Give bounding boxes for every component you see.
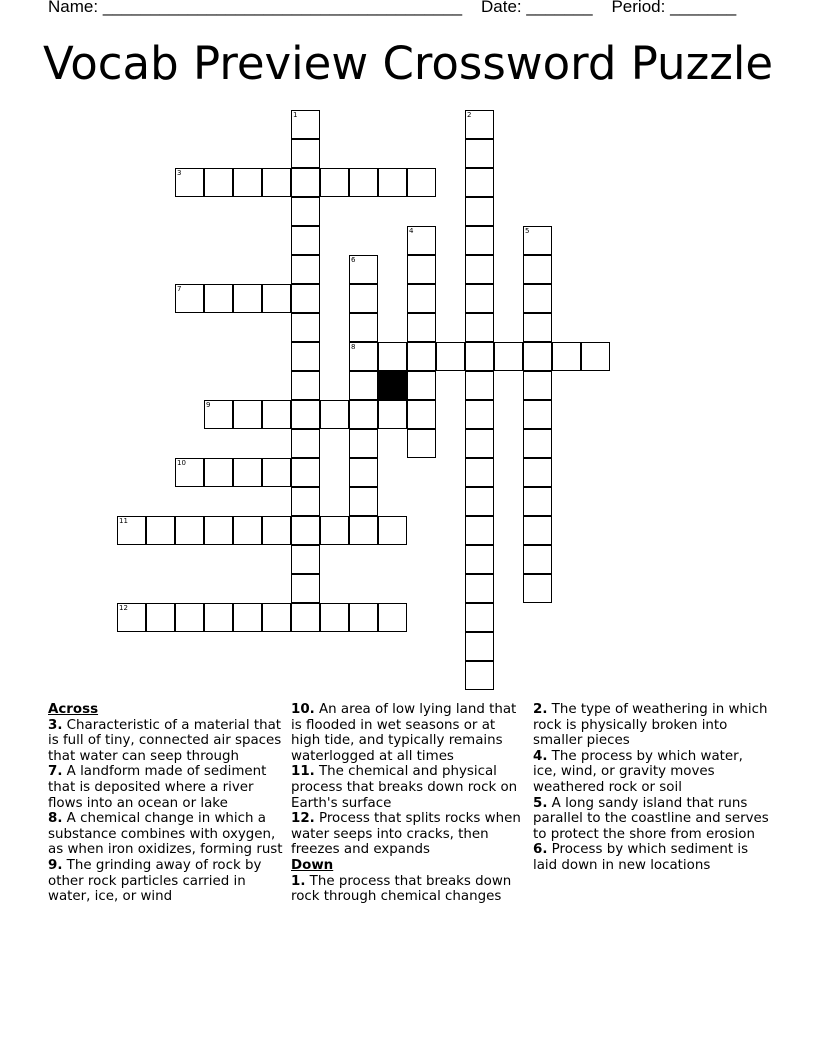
grid-cell[interactable] xyxy=(523,313,552,342)
clue-number: 4. xyxy=(533,748,548,764)
clue-down-2 xyxy=(533,702,769,749)
grid-cell[interactable] xyxy=(291,545,320,574)
grid-cell[interactable] xyxy=(175,168,204,197)
clue-text: A long sandy island that runs parallel to the coastline and serves to protect the shore from erosion xyxy=(533,795,769,842)
grid-cell[interactable] xyxy=(465,255,494,284)
cell-number: 3 xyxy=(177,169,182,177)
name-blank: ______________________________________ xyxy=(102,0,463,16)
clue-number: 6. xyxy=(533,842,548,858)
grid-cell[interactable] xyxy=(465,632,494,661)
cell-number: 2 xyxy=(467,111,472,119)
grid-cell[interactable] xyxy=(204,458,233,487)
grid-cell[interactable] xyxy=(523,487,552,516)
grid-cell[interactable] xyxy=(407,284,436,313)
grid-cell[interactable] xyxy=(175,516,204,545)
grid-cell[interactable] xyxy=(291,197,320,226)
grid-cell[interactable] xyxy=(378,400,407,429)
grid-cell[interactable] xyxy=(465,516,494,545)
grid-cell[interactable] xyxy=(262,284,291,313)
cell-number: 9 xyxy=(206,401,211,409)
grid-cell[interactable] xyxy=(465,400,494,429)
grid-cell[interactable] xyxy=(523,226,552,255)
grid-cell[interactable] xyxy=(204,168,233,197)
clue-number: 9. xyxy=(48,857,63,873)
grid-cell[interactable] xyxy=(291,110,320,139)
grid-cell[interactable] xyxy=(407,168,436,197)
grid-cell[interactable] xyxy=(465,661,494,690)
clue-number: 5. xyxy=(533,795,548,811)
grid-cell[interactable] xyxy=(291,574,320,603)
grid-cell[interactable] xyxy=(204,400,233,429)
grid-cell[interactable] xyxy=(349,458,378,487)
grid-cell[interactable] xyxy=(320,400,349,429)
clue-text: A landform made of sediment that is deposited where a river flows into an ocean or lake xyxy=(48,764,267,811)
cell-number: 11 xyxy=(119,517,128,525)
grid-cell[interactable] xyxy=(465,197,494,226)
cell-number: 6 xyxy=(351,256,356,264)
grid-cell[interactable] xyxy=(436,342,465,371)
clue-across-3 xyxy=(48,718,284,765)
clue-column-1 xyxy=(48,702,284,905)
grid-cell[interactable] xyxy=(291,487,320,516)
clue-across-8 xyxy=(48,811,284,858)
grid-cell[interactable] xyxy=(378,516,407,545)
grid-cell[interactable] xyxy=(204,603,233,632)
date-blank: _______ xyxy=(526,0,593,16)
down-heading: Down xyxy=(291,857,334,873)
grid-cell[interactable] xyxy=(262,168,291,197)
clue-across-12 xyxy=(291,811,527,858)
grid-cell[interactable] xyxy=(523,516,552,545)
cell-number: 4 xyxy=(409,227,414,235)
grid-cell[interactable] xyxy=(117,603,146,632)
cell-number: 10 xyxy=(177,459,186,467)
grid-cell[interactable] xyxy=(291,255,320,284)
clue-across-11 xyxy=(291,764,527,811)
clue-text: Process by which sediment is laid down in new locations xyxy=(533,842,749,873)
grid-cell[interactable] xyxy=(465,429,494,458)
grid-cell[interactable] xyxy=(291,139,320,168)
grid-cell[interactable] xyxy=(523,371,552,400)
clue-text: An area of low lying land that is flooded in wet seasons or at high tide, and typically remains waterlogged at all times xyxy=(291,702,517,764)
grid-cell[interactable] xyxy=(465,371,494,400)
grid-cell[interactable] xyxy=(233,284,262,313)
clue-down-6 xyxy=(533,842,769,873)
across-heading: Across xyxy=(48,702,99,717)
grid-cell[interactable] xyxy=(262,516,291,545)
grid-black-cell xyxy=(378,371,407,400)
grid-cell[interactable] xyxy=(523,284,552,313)
grid-cell[interactable] xyxy=(233,603,262,632)
clue-number: 1. xyxy=(291,873,306,889)
grid-cell[interactable] xyxy=(320,516,349,545)
grid-cell[interactable] xyxy=(523,255,552,284)
grid-cell[interactable] xyxy=(117,516,146,545)
grid-cell[interactable] xyxy=(494,342,523,371)
cell-number: 1 xyxy=(293,111,298,119)
grid-cell[interactable] xyxy=(407,255,436,284)
cell-number: 5 xyxy=(525,227,530,235)
clue-down-1 xyxy=(291,874,527,905)
clue-text: The type of weathering in which rock is physically broken into smaller pieces xyxy=(533,702,768,749)
clue-text: The process by which water, ice, wind, or gravity moves weathered rock or soil xyxy=(533,748,743,795)
clue-number: 7. xyxy=(48,764,63,780)
grid-cell[interactable] xyxy=(291,400,320,429)
clue-down-4 xyxy=(533,749,769,796)
grid-cell[interactable] xyxy=(175,603,204,632)
grid-cell[interactable] xyxy=(465,574,494,603)
grid-cell[interactable] xyxy=(349,371,378,400)
grid-cell[interactable] xyxy=(581,342,610,371)
grid-cell[interactable] xyxy=(523,545,552,574)
clue-number: 11. xyxy=(291,764,315,780)
grid-cell[interactable] xyxy=(349,400,378,429)
grid-cell[interactable] xyxy=(407,313,436,342)
grid-cell[interactable] xyxy=(407,226,436,255)
grid-cell[interactable] xyxy=(465,168,494,197)
grid-cell[interactable] xyxy=(233,168,262,197)
cell-number: 8 xyxy=(351,343,356,351)
period-label: Period: xyxy=(611,0,666,16)
clue-across-7 xyxy=(48,764,284,811)
grid-cell[interactable] xyxy=(465,342,494,371)
clue-text: A chemical change in which a substance combines with oxygen, as when iron oxidizes, forming rust xyxy=(48,811,283,858)
grid-cell[interactable] xyxy=(320,168,349,197)
grid-cell[interactable] xyxy=(349,284,378,313)
grid-cell[interactable] xyxy=(233,516,262,545)
grid-cell[interactable] xyxy=(349,342,378,371)
clue-number: 3. xyxy=(48,717,63,733)
grid-cell[interactable] xyxy=(291,342,320,371)
clue-text: Process that splits rocks when water seeps into cracks, then freezes and expands xyxy=(291,811,521,858)
grid-cell[interactable] xyxy=(465,487,494,516)
clue-text: The chemical and physical process that breaks down rock on Earth's surface xyxy=(291,764,518,811)
grid-cell[interactable] xyxy=(465,313,494,342)
grid-cell[interactable] xyxy=(349,429,378,458)
grid-cell[interactable] xyxy=(407,429,436,458)
grid-cell[interactable] xyxy=(262,400,291,429)
grid-cell[interactable] xyxy=(523,429,552,458)
grid-cell[interactable] xyxy=(204,284,233,313)
cell-number: 7 xyxy=(177,285,182,293)
grid-cell[interactable] xyxy=(175,458,204,487)
clue-text: The process that breaks down rock through chemical changes xyxy=(291,873,512,905)
grid-cell[interactable] xyxy=(320,603,349,632)
grid-cell[interactable] xyxy=(291,284,320,313)
grid-cell[interactable] xyxy=(465,226,494,255)
grid-cell[interactable] xyxy=(465,110,494,139)
grid-cell[interactable] xyxy=(349,487,378,516)
grid-cell[interactable] xyxy=(233,458,262,487)
grid-cell[interactable] xyxy=(233,400,262,429)
grid-cell[interactable] xyxy=(291,603,320,632)
clue-text: Characteristic of a material that is full of tiny, connected air spaces that water can seep through xyxy=(48,717,282,764)
grid-cell[interactable] xyxy=(204,516,233,545)
clue-down-5 xyxy=(533,796,769,843)
grid-cell[interactable] xyxy=(378,168,407,197)
grid-cell[interactable] xyxy=(291,516,320,545)
grid-cell[interactable] xyxy=(523,574,552,603)
grid-cell[interactable] xyxy=(262,458,291,487)
grid-cell[interactable] xyxy=(291,226,320,255)
grid-cell[interactable] xyxy=(407,371,436,400)
page-title: Vocab Preview Crossword Puzzle xyxy=(42,37,774,90)
grid-cell[interactable] xyxy=(465,603,494,632)
clue-number: 12. xyxy=(291,811,315,827)
grid-cell[interactable] xyxy=(262,603,291,632)
clue-text: The grinding away of rock by other rock particles carried in water, ice, or wind xyxy=(48,857,262,905)
grid-cell[interactable] xyxy=(146,603,175,632)
grid-cell[interactable] xyxy=(175,284,204,313)
grid-cell[interactable] xyxy=(378,342,407,371)
grid-cell[interactable] xyxy=(349,313,378,342)
name-label: Name: xyxy=(48,0,99,16)
grid-cell[interactable] xyxy=(552,342,581,371)
grid-cell[interactable] xyxy=(349,255,378,284)
grid-cell[interactable] xyxy=(465,139,494,168)
period-blank: _______ xyxy=(670,0,737,16)
clue-number: 10. xyxy=(291,702,315,717)
grid-cell[interactable] xyxy=(465,545,494,574)
clue-number: 8. xyxy=(48,811,63,827)
grid-cell[interactable] xyxy=(407,342,436,371)
grid-cell[interactable] xyxy=(523,400,552,429)
grid-cell[interactable] xyxy=(349,168,378,197)
clue-across-10 xyxy=(291,702,527,764)
grid-cell[interactable] xyxy=(349,516,378,545)
clue-column-3 xyxy=(533,702,769,874)
grid-cell[interactable] xyxy=(378,603,407,632)
grid-cell[interactable] xyxy=(291,313,320,342)
grid-cell[interactable] xyxy=(349,603,378,632)
grid-cell[interactable] xyxy=(291,458,320,487)
cell-number: 12 xyxy=(119,604,128,612)
clue-column-2 xyxy=(291,702,527,905)
grid-cell[interactable] xyxy=(146,516,175,545)
grid-cell[interactable] xyxy=(291,429,320,458)
grid-cell[interactable] xyxy=(523,458,552,487)
grid-cell[interactable] xyxy=(465,284,494,313)
clue-number: 2. xyxy=(533,702,548,717)
grid-cell[interactable] xyxy=(291,371,320,400)
date-label: Date: xyxy=(481,0,522,16)
grid-cell[interactable] xyxy=(407,400,436,429)
grid-cell[interactable] xyxy=(465,458,494,487)
grid-cell[interactable] xyxy=(523,342,552,371)
clue-across-9 xyxy=(48,858,284,905)
grid-cell[interactable] xyxy=(291,168,320,197)
